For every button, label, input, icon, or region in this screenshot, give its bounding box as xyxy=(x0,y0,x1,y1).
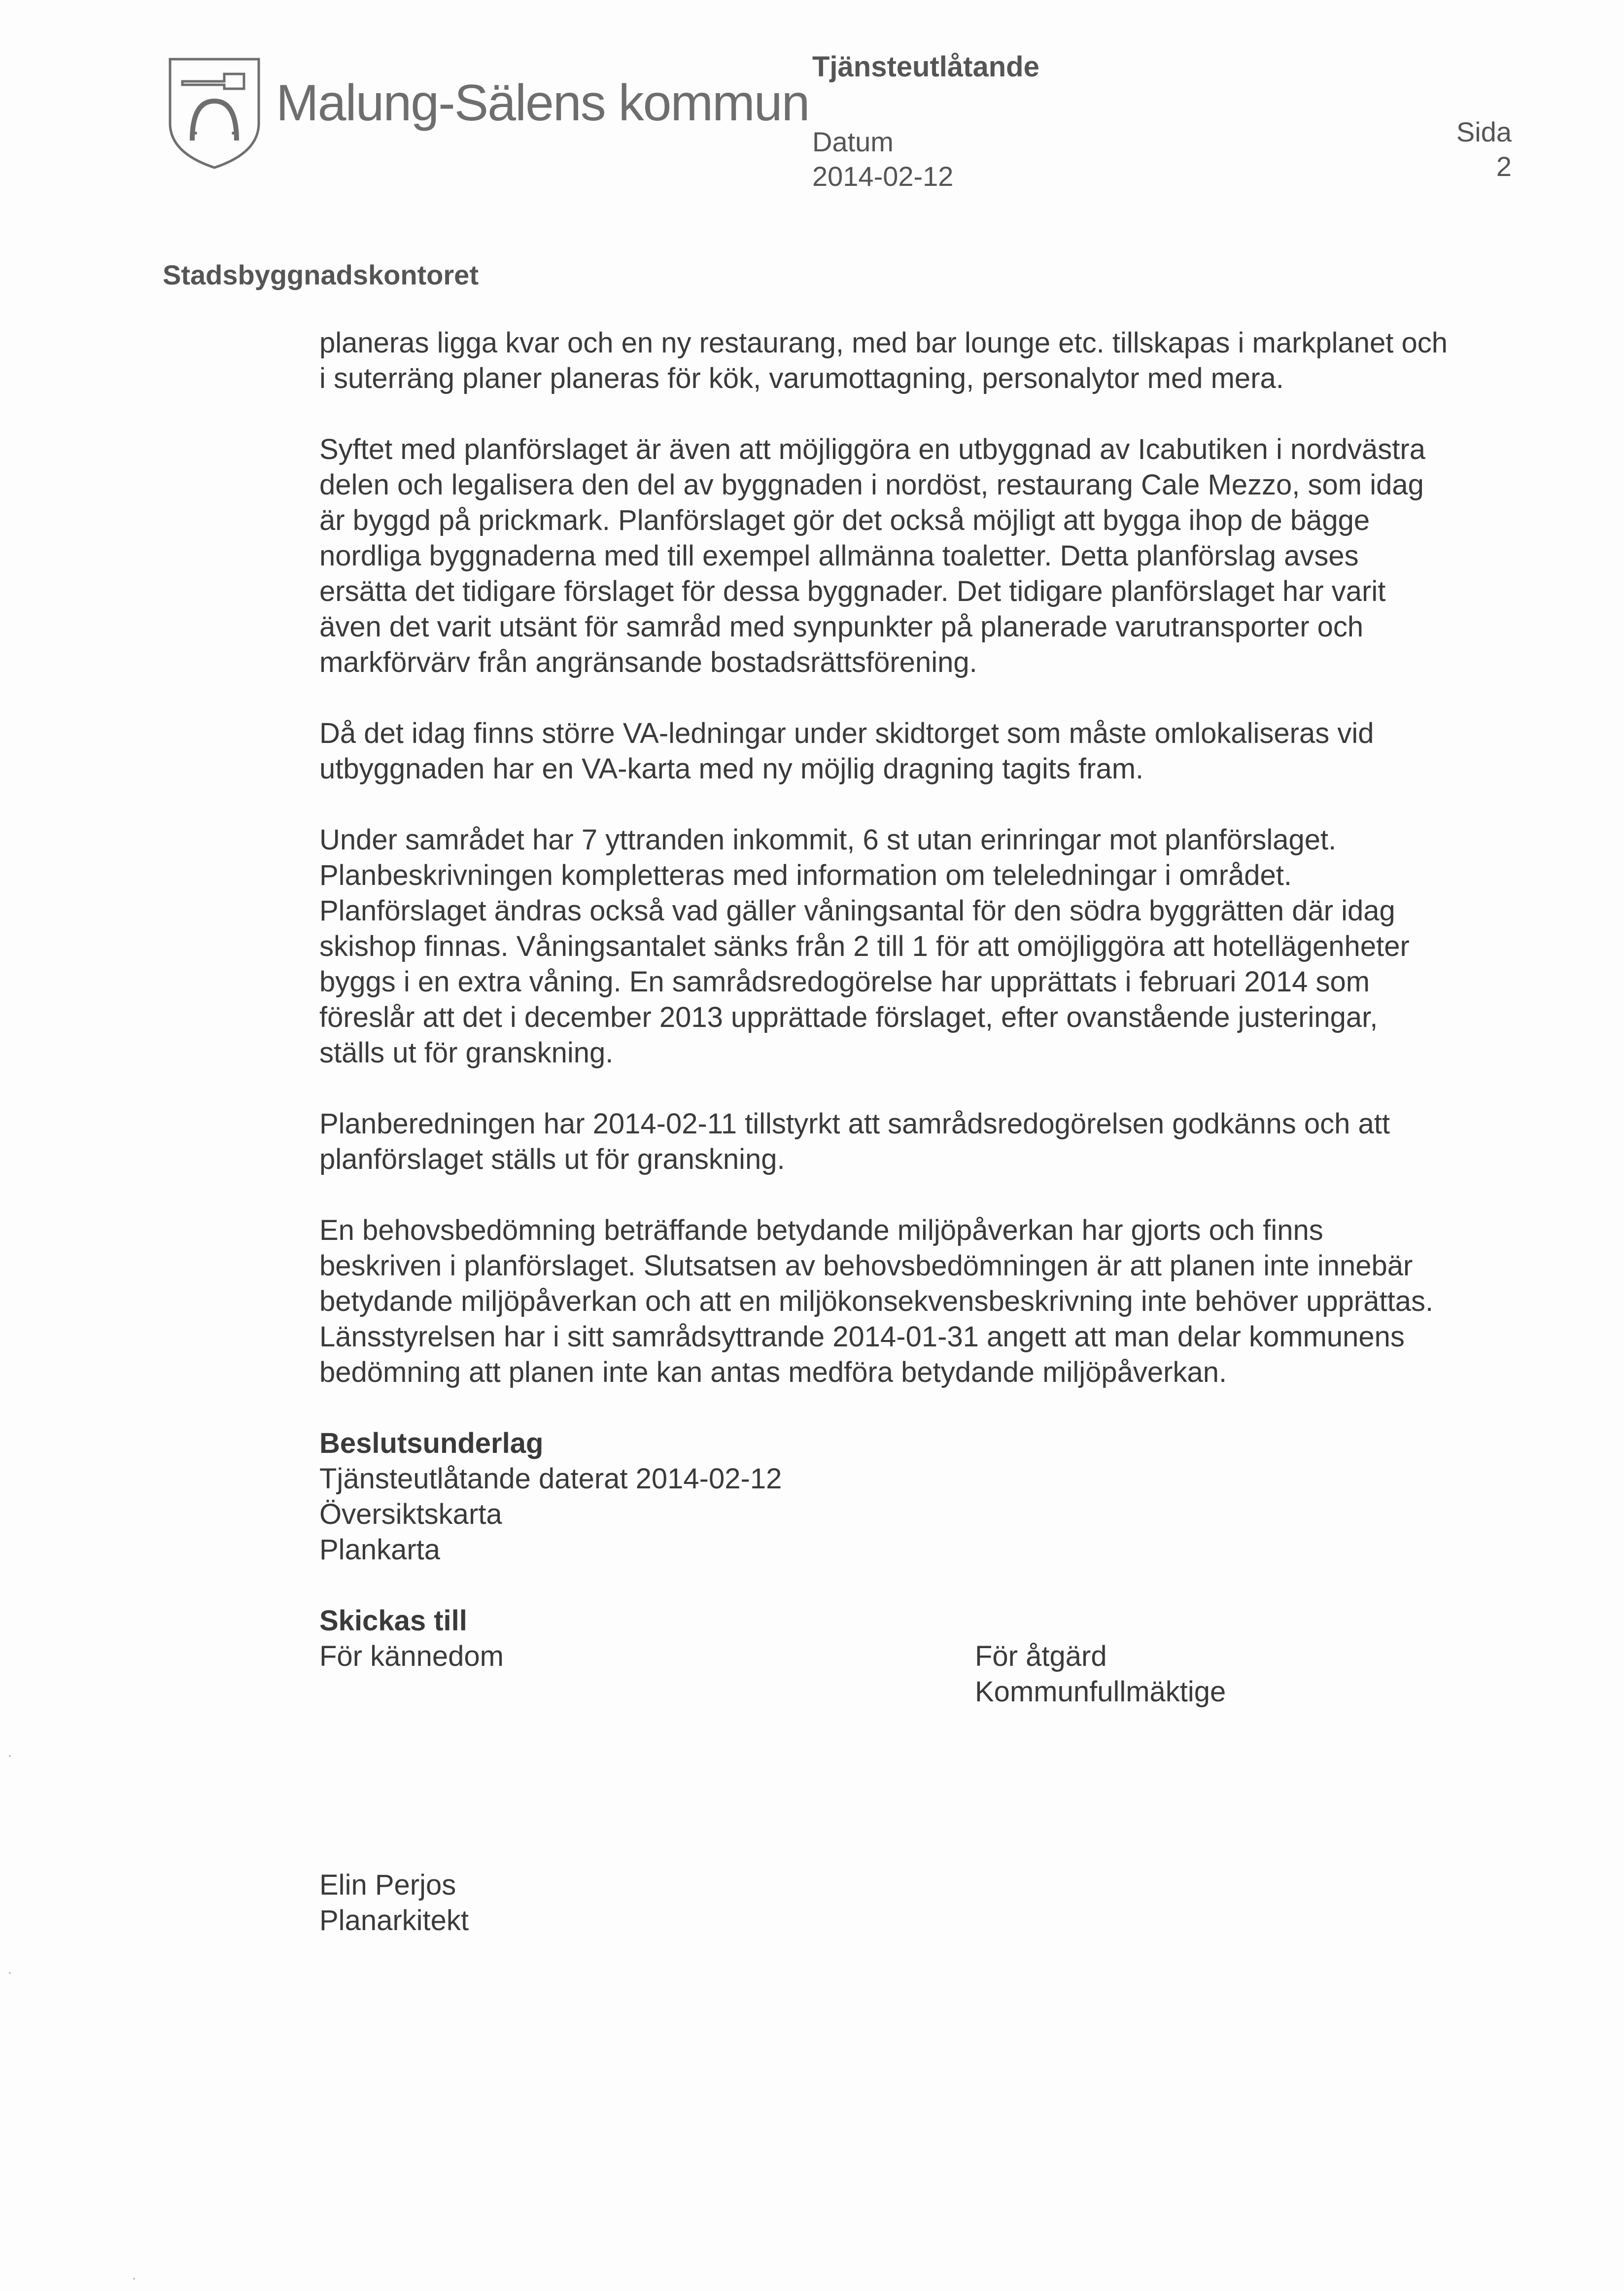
page-label: Sida xyxy=(1456,116,1512,147)
signature-block xyxy=(319,1868,469,1939)
paragraph xyxy=(319,432,1522,680)
page-number: 2 xyxy=(1496,151,1512,182)
send-to-action-label: För åtgärd xyxy=(975,1640,1107,1672)
paragraph-line: Syftet med planförslaget är även att möjliggöra en utbyggnad av Icabutiken i nordvästra xyxy=(319,433,1425,465)
paragraph-line: Planbeskrivningen kompletteras med information om teleledningar i området. xyxy=(319,859,1292,891)
paragraph-line: nordliga byggnaderna med till exempel allmänna toaletter. Detta planförslag avses xyxy=(319,540,1359,572)
send-to-section xyxy=(319,1603,1522,1712)
decision-basis-item: Översiktskarta xyxy=(319,1498,502,1530)
paragraph-line: Planberedningen har 2014-02-11 tillstyrkt att samrådsredogörelsen godkänns och att xyxy=(319,1108,1390,1140)
scan-artifact xyxy=(9,1755,11,1757)
send-to-right-column xyxy=(975,1639,1226,1710)
paragraph-line: planförslaget ställs ut för granskning. xyxy=(319,1143,785,1175)
paragraph-line: i suterräng planer planeras för kök, varumottagning, personalytor med mera. xyxy=(319,362,1284,394)
date-value: 2014-02-12 xyxy=(812,161,954,192)
paragraph xyxy=(319,325,1522,396)
paragraph xyxy=(319,1213,1522,1390)
paragraph-line: skishop finnas. Våningsantalet sänks från 2 till 1 för att omöjliggöra att hotellägenheter xyxy=(319,930,1410,962)
decision-basis-section xyxy=(319,1426,1522,1568)
date-label: Datum xyxy=(812,126,894,157)
municipal-coat-of-arms-logo xyxy=(165,54,264,173)
signatory-name: Elin Perjos xyxy=(319,1869,456,1901)
paragraph-line: ersätta det tidigare förslaget för dessa byggnader. Det tidigare planförslaget har varit xyxy=(319,575,1386,607)
paragraph xyxy=(319,716,1522,787)
paragraph-line: utbyggnaden har en VA-karta med ny möjlig dragning tagits fram. xyxy=(319,753,1144,785)
paragraph-line: byggs i en extra våning. En samrådsredogörelse har upprättats i februari 2014 som xyxy=(319,966,1370,998)
paragraph xyxy=(319,822,1522,1071)
send-to-left-column xyxy=(319,1603,504,1674)
paragraph-line: Då det idag finns större VA-ledningar under skidtorget som måste omlokaliseras vid xyxy=(319,717,1374,749)
paragraph-line: föreslår att det i december 2013 upprättade förslaget, efter ovanstående justeringar, xyxy=(319,1001,1378,1033)
paragraph-line: En behovsbedömning beträffande betydande miljöpåverkan har gjorts och finns xyxy=(319,1214,1323,1246)
signatory-title: Planarkitekt xyxy=(319,1904,469,1937)
document-type: Tjänsteutlåtande xyxy=(812,51,1039,83)
paragraph-line: markförvärv från angränsande bostadsrättsförening. xyxy=(319,646,977,678)
send-to-heading: Skickas till xyxy=(319,1605,467,1637)
paragraph-line: delen och legalisera den del av byggnaden i nordöst, restaurang Cale Mezzo, som idag xyxy=(319,469,1424,501)
paragraph-line: även det varit utsänt för samråd med synpunkter på planerade varutransporter och xyxy=(319,611,1364,643)
organization-name: Malung-Sälens kommun xyxy=(276,74,809,132)
send-to-info-label: För kännedom xyxy=(319,1640,504,1672)
document-body xyxy=(319,325,1522,1747)
paragraph-line: Under samrådet har 7 yttranden inkommit, 6 st utan erinringar mot planförslaget. xyxy=(319,824,1337,856)
paragraph-line: Länsstyrelsen har i sitt samrådsyttrande 2014-01-31 angett att man delar kommunens xyxy=(319,1321,1405,1353)
paragraph-line: ställs ut för granskning. xyxy=(319,1037,614,1069)
scan-artifact xyxy=(133,2278,135,2280)
decision-basis-item: Tjänsteutlåtande daterat 2014-02-12 xyxy=(319,1463,782,1495)
send-to-recipient: Kommunfullmäktige xyxy=(975,1676,1226,1708)
decision-basis-heading: Beslutsunderlag xyxy=(319,1427,544,1459)
paragraph-line: bedömning att planen inte kan antas medföra betydande miljöpåverkan. xyxy=(319,1356,1227,1388)
paragraph-line: Planförslaget ändras också vad gäller våningsantal för den södra byggrätten där idag xyxy=(319,895,1395,927)
paragraph-line: betydande miljöpåverkan och att en miljökonsekvensbeskrivning inte behöver upprättas. xyxy=(319,1285,1434,1317)
paragraph-line: planeras ligga kvar och en ny restaurang, med bar lounge etc. tillskapas i markplanet och xyxy=(319,327,1448,359)
paragraph xyxy=(319,1106,1522,1177)
paragraph-line: beskriven i planförslaget. Slutsatsen av behovsbedömningen är att planen inte innebär xyxy=(319,1250,1413,1282)
scan-artifact xyxy=(9,1972,11,1974)
paragraph-line: är byggd på prickmark. Planförslaget gör det också möjligt att bygga ihop de bägge xyxy=(319,504,1370,536)
decision-basis-item: Plankarta xyxy=(319,1534,441,1566)
department-name: Stadsbyggnadskontoret xyxy=(163,259,479,290)
